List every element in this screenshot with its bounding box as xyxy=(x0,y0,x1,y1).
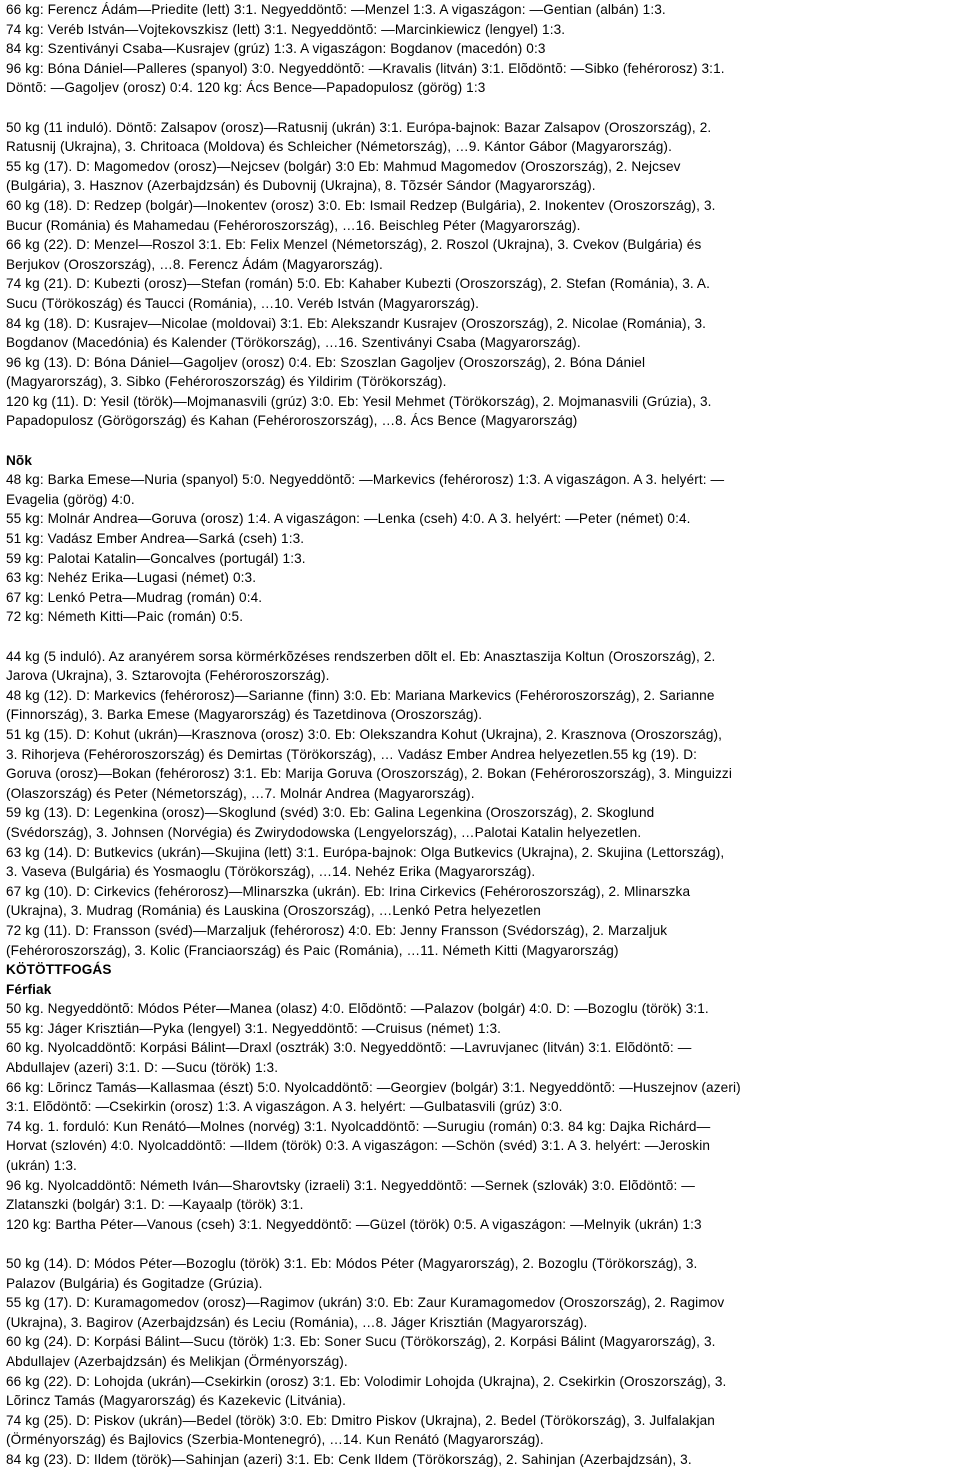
text-line: 3:1. Elõdöntõ: —Csekirkin (orosz) 1:3. A vigaszágon. A 3. helyért: —Gulbatasvili (grúz) 3:0. xyxy=(6,1099,563,1115)
text-line: 55 kg (17). D: Kuramagomedov (orosz)—Ragimov (ukrán) 3:0. Eb: Zaur Kuramagomedov (Oroszország), 2. Ragimov xyxy=(6,1295,725,1311)
paragraph-gap xyxy=(6,1234,954,1254)
text-line: (Ukrajna), 3. Mudrag (Románia) és Lauskina (Oroszország), …Lenkó Petra helyezetlen xyxy=(6,903,541,919)
text-line: 51 kg: Vadász Ember Andrea—Sarká (cseh) 1:3. xyxy=(6,531,305,547)
paragraph-gap xyxy=(6,98,954,118)
text-line: Bucur (Románia) és Mahamedau (Fehéroroszország), …16. Beischleg Péter (Magyarország). xyxy=(6,217,581,233)
text-line: 63 kg: Nehéz Erika—Lugasi (német) 0:3. xyxy=(6,570,257,586)
text-line: Berjukov (Oroszország), …8. Ferencz Ádám (Magyarország). xyxy=(6,256,383,272)
text-line: 3. Vaseva (Bulgária) és Yosmaoglu (Törökország), …14. Nehéz Erika (Magyarország). xyxy=(6,864,536,880)
section-heading: KÖTÖTTFOGÁS xyxy=(6,962,112,978)
text-line: (Magyarország), 3. Sibko (Fehéroroszország) és Yildirim (Törökország). xyxy=(6,374,447,390)
text-line: (Fehéroroszország), 3. Kolic (Franciaország) és Paic (Románia), …11. Németh Kitti (Magyarország) xyxy=(6,942,619,958)
text-line: 66 kg (22). D: Menzel—Roszol 3:1. Eb: Felix Menzel (Németország), 2. Roszol (Ukrajna), 3. Cvekov (Bulgária) és xyxy=(6,237,702,253)
text-line: 60 kg (24). D: Korpási Bálint—Sucu (török) 1:3. Eb: Soner Sucu (Törökország), 2. Korpási Bálint (Magyarország), 3. xyxy=(6,1334,716,1350)
text-line: (Bulgária), 3. Hasznov (Azerbajdzsán) és Dubovnij (Ukrajna), 8. Tõzsér Sándor (Magyarország). xyxy=(6,178,596,194)
text-line: 72 kg (11). D: Fransson (svéd)—Marzaljuk (fehérorosz) 4:0. Eb: Jenny Fransson (Svédország), 2. Marzaljuk xyxy=(6,922,668,938)
text-line: Evagelia (görög) 4:0. xyxy=(6,491,135,507)
text-line: 50 kg (14). D: Módos Péter—Bozoglu (török) 3:1. Eb: Módos Péter (Magyarország), 2. Bozoglu (Törökország), 3. xyxy=(6,1256,698,1271)
text-line: Lõrincz Tamás (Magyarország) és Kazekevic (Litvánia). xyxy=(6,1393,347,1409)
text-line: 66 kg: Ferencz Ádám—Priedite (lett) 3:1. Negyeddöntõ: —Menzel 1:3. A vigaszágon: —Gentian (albán) 1:3. xyxy=(6,2,666,17)
text-line: 3. Rihorjeva (Fehéroroszország) és Demirtas (Törökország), … Vadász Ember Andrea helyezetlen.55 kg (19). D: xyxy=(6,746,698,762)
text-line: 66 kg (22). D: Lohojda (ukrán)—Csekirkin (orosz) 3:1. Eb: Volodimir Lohojda (Ukrajna), 2. Csekirkin (Oroszország), 3. xyxy=(6,1373,727,1389)
text-line: 74 kg: Veréb István—Vojtekovszkisz (lett) 3:1. Negyeddöntõ: —Marcinkiewicz (lengyel) 1:3. xyxy=(6,21,566,37)
text-line: 120 kg: Bartha Péter—Vanous (cseh) 3:1. Negyeddöntõ: —Güzel (török) 0:5. A vigaszágon: —Melnyik (ukrán) 1:3 xyxy=(6,1216,702,1232)
text-line: 74 kg (25). D: Piskov (ukrán)—Bedel (török) 3:0. Eb: Dmitro Piskov (Ukrajna), 2. Bedel (Törökország), 3. Julfalakjan xyxy=(6,1412,715,1428)
text-line: 63 kg (14). D: Butkevics (ukrán)—Skujina (lett) 3:1. Európa-bajnok: Olga Butkevics (Ukrajna), 2. Skujina (Lettország), xyxy=(6,844,725,860)
paragraph-gap xyxy=(6,431,954,451)
text-line: 96 kg: Bóna Dániel—Palleres (spanyol) 3:0. Negyeddöntõ: —Kravalis (litván) 3:1. Elõdöntõ: —Sibko (fehérorosz) 3:1. xyxy=(6,60,725,76)
text-line: (ukrán) 1:3. xyxy=(6,1158,77,1174)
text-line: 67 kg: Lenkó Petra—Mudrag (román) 0:4. xyxy=(6,589,263,605)
text-line: 96 kg. Nyolcaddöntõ: Németh Iván—Sharovtsky (izraeli) 3:1. Negyeddöntõ: —Sernek (szlovák) 3:0. Elõdöntõ: — xyxy=(6,1177,695,1193)
text-line: 84 kg: Szentiványi Csaba—Kusrajev (grúz) 1:3. A vigaszágon: Bogdanov (macedón) 0:3 xyxy=(6,41,546,57)
text-line: 120 kg (11). D: Yesil (török)—Mojmanasvili (grúz) 3:0. Eb: Yesil Mehmet (Törökország), 2. Mojmanasvili (Grúzia), 3. xyxy=(6,393,712,409)
text-line: 44 kg (5 induló). Az aranyérem sorsa körmérkõzéses rendszerben dõlt el. Eb: Anasztaszija Koltun (Oroszország), 2. xyxy=(6,648,716,664)
section-heading: Nõk xyxy=(6,452,33,468)
text-line: (Örményország) és Bajlovics (Szerbia-Montenegró), …14. Kun Renátó (Magyarország). xyxy=(6,1432,544,1448)
text-line: 55 kg: Jáger Krisztián—Pyka (lengyel) 3:1. Negyeddöntõ: —Cruisus (német) 1:3. xyxy=(6,1020,502,1036)
text-line: 60 kg. Nyolcaddöntõ: Korpási Bálint—Draxl (osztrák) 3:0. Negyeddöntõ: —Lavruvjanec (litván) 3:1. Elõdöntõ: — xyxy=(6,1040,692,1056)
text-line: Abdullajev (azeri) 3:1. D: —Sucu (török) 1:3. xyxy=(6,1060,279,1076)
text-line: Döntõ: —Gagoljev (orosz) 0:4. 120 kg: Ács Bence—Papadopulosz (görög) 1:3 xyxy=(6,80,486,96)
text-line: 59 kg (13). D: Legenkina (orosz)—Skoglund (svéd) 3:0. Eb: Galina Legenkina (Oroszország), 2. Skoglund xyxy=(6,805,655,821)
text-line: 51 kg (15). D: Kohut (ukrán)—Krasznova (orosz) 3:0. Eb: Olekszandra Kohut (Ukrajna), 2. Krasznova (Oroszország), xyxy=(6,726,723,742)
text-line: Papadopulosz (Görögország) és Kahan (Fehéroroszország), …8. Ács Bence (Magyarország) xyxy=(6,413,578,429)
text-line: Goruva (orosz)—Bokan (fehérorosz) 3:1. Eb: Marija Goruva (Oroszország), 2. Bokan (Fehéroroszország), 3. Minguizzi xyxy=(6,766,732,782)
text-line: 60 kg (18). D: Redzep (bolgár)—Inokentev (orosz) 3:0. Eb: Ismail Redzep (Bulgária), 2. Inokentev (Oroszország), 3. xyxy=(6,197,716,213)
text-line: (Svédország), 3. Johnsen (Norvégia) és Zwirydodowska (Lengyelország), …Palotai Katalin helyezetlen. xyxy=(6,824,642,840)
text-line: 66 kg: Lõrincz Tamás—Kallasmaa (észt) 5:0. Nyolcaddöntõ: —Georgiev (bolgár) 3:1. Negyeddöntõ: —Huszejnov (azeri) xyxy=(6,1079,741,1095)
text-line: Jarova (Ukrajna), 3. Sztarovojta (Fehéroroszország). xyxy=(6,668,330,684)
text-line: Horvat (szlovén) 4:0. Nyolcaddöntõ: —Ildem (török) 0:3. A vigaszágon: —Schön (svéd) 3:1. A 3. helyért: —Jeroskin xyxy=(6,1138,711,1154)
text-line: Abdullajev (Azerbajdzsán) és Melikjan (Örményország). xyxy=(6,1353,348,1369)
paragraph-gap xyxy=(6,627,954,647)
text-line: 55 kg (17). D: Magomedov (orosz)—Nejcsev (bolgár) 3:0 Eb: Mahmud Magomedov (Oroszország), 2. Nejcsev xyxy=(6,158,681,174)
text-line: 59 kg: Palotai Katalin—Goncalves (portugál) 1:3. xyxy=(6,550,306,566)
text-line: 72 kg: Németh Kitti—Paic (román) 0:5. xyxy=(6,609,244,625)
text-line: (Finnország), 3. Barka Emese (Magyarország) és Tazetdinova (Oroszország). xyxy=(6,707,483,723)
text-line: (Ukrajna), 3. Bagirov (Azerbajdzsán) és Leciu (Románia), …8. Jáger Krisztián (Magyarország). xyxy=(6,1314,588,1330)
text-line: Zlatanszki (bolgár) 3:1. D: —Kayaalp (török) 3:1. xyxy=(6,1197,304,1213)
text-line: 48 kg: Barka Emese—Nuria (spanyol) 5:0. Negyeddöntõ: —Markevics (fehérorosz) 1:3. A vigaszágon. A 3. helyért: — xyxy=(6,472,725,488)
text-line: 74 kg (21). D: Kubezti (orosz)—Stefan (román) 5:0. Eb: Kahaber Kubezti (Oroszország), 2. Stefan (Románia), 3. A. xyxy=(6,276,711,292)
text-line: Ratusnij (Ukrajna), 3. Chritoaca (Moldova) és Schleicher (Németország), …9. Kántor Gábor (Magyarország). xyxy=(6,139,672,155)
text-line: Sucu (Törökoszág) és Taucci (Románia), …10. Veréb István (Magyarország). xyxy=(6,295,480,311)
text-line: 84 kg (18). D: Kusrajev—Nicolae (moldovai) 3:1. Eb: Alekszandr Kusrajev (Oroszország), 2. Nicolae (Románia), 3. xyxy=(6,315,707,331)
text-line: Bogdanov (Macedónia) és Kalender (Törökország), …16. Szentiványi Csaba (Magyarország). xyxy=(6,335,581,351)
text-line: 84 kg (23). D: Ildem (török)—Sahinjan (azeri) 3:1. Eb: Cenk Ildem (Törökország), 2. Sahinjan (Azerbajdzsán), 3. xyxy=(6,1451,692,1467)
text-line: 50 kg (11 induló). Döntõ: Zalsapov (orosz)—Ratusnij (ukrán) 3:1. Európa-bajnok: Bazar Zalsapov (Oroszország), 2. xyxy=(6,119,712,135)
text-line: 48 kg (12). D: Markevics (fehérorosz)—Sarianne (finn) 3:0. Eb: Mariana Markevics (Fehéroroszország), 2. Sarianne xyxy=(6,687,715,703)
text-line: 55 kg: Molnár Andrea—Goruva (orosz) 1:4. A vigaszágon: —Lenka (cseh) 4:0. A 3. helyért: —Peter (német) 0:4. xyxy=(6,511,691,527)
text-line: Palazov (Bulgária) és Gogitadze (Grúzia). xyxy=(6,1275,263,1291)
section-heading: Férfiak xyxy=(6,981,52,997)
text-line: (Olaszország) és Peter (Németország), …7. Molnár Andrea (Magyarország). xyxy=(6,785,475,801)
text-line: 96 kg (13). D: Bóna Dániel—Gagoljev (orosz) 0:4. Eb: Szoszlan Gagoljev (Oroszország), 2. Bóna Dániel xyxy=(6,354,646,370)
text-line: 67 kg (10). D: Cirkevics (fehérorosz)—Mlinarszka (ukrán). Eb: Irina Cirkevics (Fehéroroszország), 2. Mlinarszka xyxy=(6,883,691,899)
text-line: 50 kg. Negyeddöntõ: Módos Péter—Manea (olasz) 4:0. Elõdöntõ: —Palazov (bolgár) 4:0. D: —Bozoglu (török) 3:1. xyxy=(6,1001,709,1017)
text-line: 74 kg. 1. forduló: Kun Renátó—Molnes (norvég) 3:1. Nyolcaddöntõ: —Surugiu (román) 0:3. 84 kg: Dajka Richárd— xyxy=(6,1118,711,1134)
